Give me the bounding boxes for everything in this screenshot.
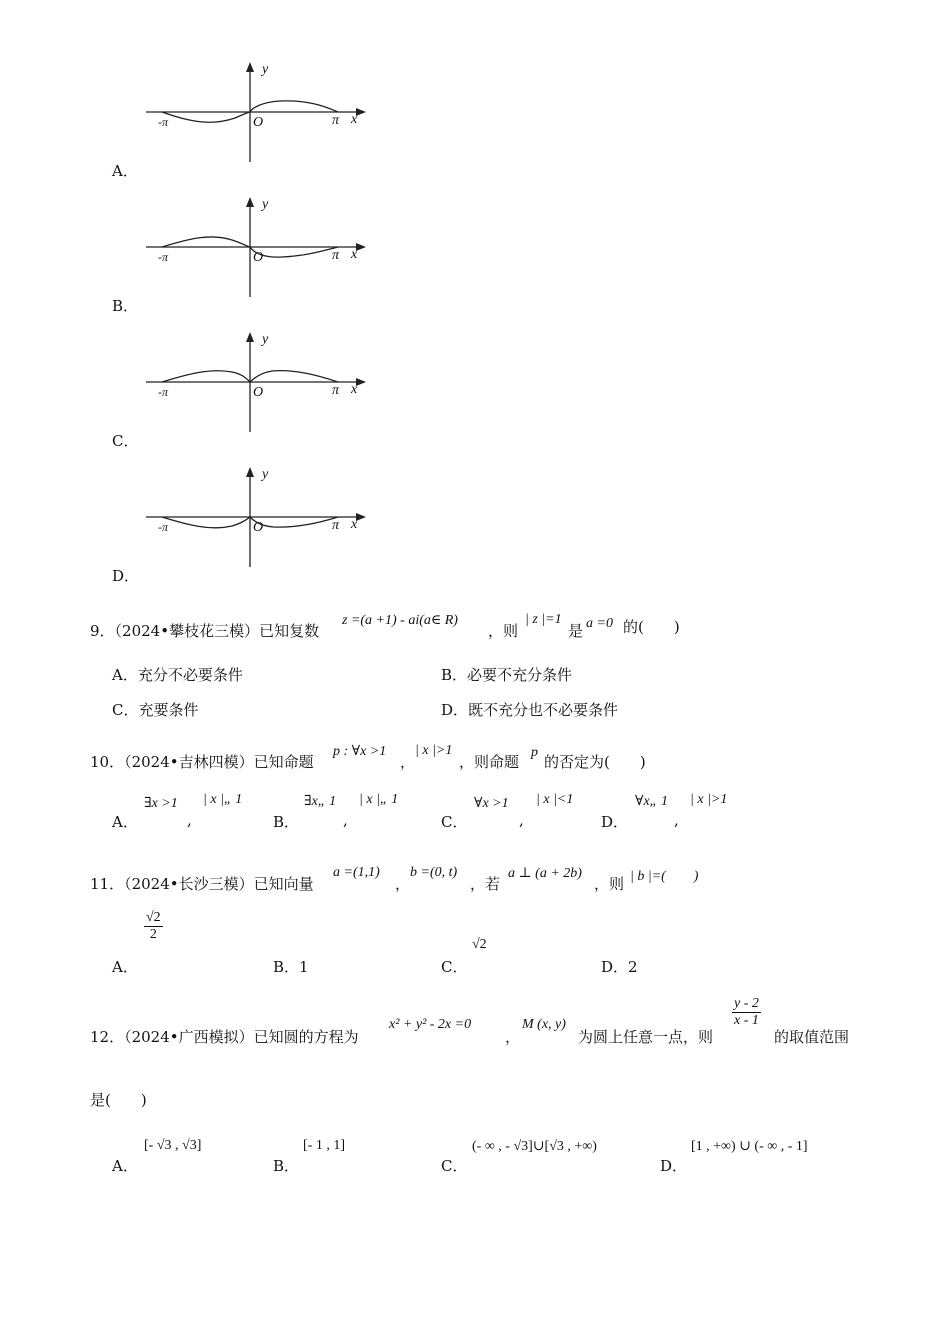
q9-option-b: B．必要不充分条件 [441,666,573,684]
y-axis-label: y [262,332,269,347]
fraction [144,910,163,943]
sine-graph-figure [140,60,370,164]
graph-a [140,60,370,168]
math-expression: | x |>1 [690,792,728,807]
question-text: 的取值范围 [774,1028,850,1046]
question-number: 11． [90,875,125,893]
sine-graph-figure [140,330,370,434]
x-axis-label: x [351,517,358,532]
math-expression: M (x, y) [522,1017,566,1032]
neg-pi-label: -π [158,250,169,264]
q9-option-a: A．充分不必要条件 [112,666,243,684]
comma: , [343,811,348,829]
math-expression: a =0 [586,616,613,631]
pi-label: π [332,113,340,128]
question-text: ，则命题 [459,753,520,771]
math-expression: | z |=1 [525,612,562,627]
math-expression: a ⊥ (a + 2b) [508,866,582,881]
math-expression: | b |=( ) [630,869,699,884]
math-expression: ∃x >1 [144,796,178,811]
fraction-denominator: x - 1 [734,1013,759,1028]
y-axis-label: y [262,62,269,77]
math-expression: a =(1,1) [333,865,380,880]
math-expression: [1 , +∞) ∪ (- ∞ , - 1] [691,1139,808,1154]
x-axis-label: x [351,247,358,262]
fraction [732,996,761,1029]
fraction-numerator: √2 [146,910,161,925]
question-text: 的否定为( ) [544,753,646,771]
math-expression: p : ∀x >1 [333,744,387,759]
q12-option-c-label: C． [441,1157,468,1175]
x-axis-label: x [351,382,358,397]
question-9 [90,620,319,641]
math-expression: | x |„ 1 [203,792,243,807]
comma: , [519,811,524,829]
origin-label: O [253,250,264,265]
q11-option-b: B．1 [273,958,309,976]
math-expression: p [531,745,538,760]
option-a-label: A． [112,162,138,180]
origin-label: O [253,520,264,535]
graph-b [140,195,370,303]
neg-pi-label: -π [158,520,169,534]
math-expression: | x |>1 [415,743,453,758]
q11-option-d: D．2 [601,958,638,976]
q10-option-c: C． [441,813,468,831]
math-expression: | x |„ 1 [359,792,399,807]
question-text: 是( ) [90,1091,147,1109]
math-expression: √2 [472,937,487,952]
q9-option-c: C．充要条件 [112,701,199,719]
comma: ， [505,1028,521,1046]
q10-option-a: A． [112,813,138,831]
option-b-label: B． [112,297,139,315]
q12-option-d-label: D． [660,1157,688,1175]
q12-option-b-label: B． [273,1157,300,1175]
sine-graph-figure [140,465,370,569]
question-number: 12． [90,1028,125,1046]
sine-graph-figure [140,195,370,299]
x-axis-label: x [351,112,358,127]
pi-label: π [332,383,340,398]
question-text: 的( ) [623,618,680,636]
option-c-label: C． [112,432,139,450]
question-source: （2024•长沙三模）已知向量 [124,875,314,893]
q11-option-a: A． [112,958,138,976]
math-expression: (- ∞ , - √3]∪[√3 , +∞) [472,1139,597,1154]
y-axis-label: y [262,197,269,212]
origin-label: O [253,385,264,400]
math-expression: ∀x >1 [474,796,509,811]
neg-pi-label: -π [158,115,169,129]
math-expression: ∃x„ 1 [304,794,337,809]
comma: ， [395,875,411,893]
math-expression: [- 1 , 1] [303,1138,345,1153]
math-expression: x² + y² - 2x =0 [389,1017,472,1032]
q9-option-d: D．既不充分也不必要条件 [441,701,619,719]
question-source: （2024•吉林四模）已知命题 [124,753,314,771]
math-expression: ∀x„ 1 [635,794,668,809]
question-text: 为圆上任意一点，则 [578,1028,714,1046]
fraction-denominator: 2 [149,927,157,942]
fraction-numerator: y - 2 [734,996,759,1011]
q10-option-b: B． [273,813,300,831]
question-text: ，则 [488,622,519,640]
neg-pi-label: -π [158,385,169,399]
option-d-label: D． [112,567,140,585]
q12-option-a-label: A． [112,1157,138,1175]
q10-option-d: D． [601,813,629,831]
comma: , [674,811,679,829]
question-source: （2024•攀枝花三模）已知复数 [114,622,320,640]
question-source: （2024•广西模拟）已知圆的方程为 [124,1028,359,1046]
question-11 [90,873,314,894]
question-text: ，若 [470,875,501,893]
math-expression: | x |<1 [536,792,574,807]
graph-c [140,330,370,438]
pi-label: π [332,518,340,533]
question-10 [90,751,314,772]
y-axis-label: y [262,467,269,482]
q11-option-c-label: C． [441,958,468,976]
question-12 [90,1026,359,1047]
pi-label: π [332,248,340,263]
math-expression: b =(0, t) [410,865,458,880]
origin-label: O [253,115,264,130]
comma: , [187,811,192,829]
question-text: 是 [568,622,584,640]
question-number: 10． [90,753,125,771]
math-expression: z =(a +1) - ai(a∈ R) [342,613,458,628]
graph-d [140,465,370,573]
question-text: ， [400,753,416,771]
question-number: 9． [90,622,115,640]
question-text: ，则 [594,875,625,893]
math-expression: [- √3 , √3] [144,1138,202,1153]
